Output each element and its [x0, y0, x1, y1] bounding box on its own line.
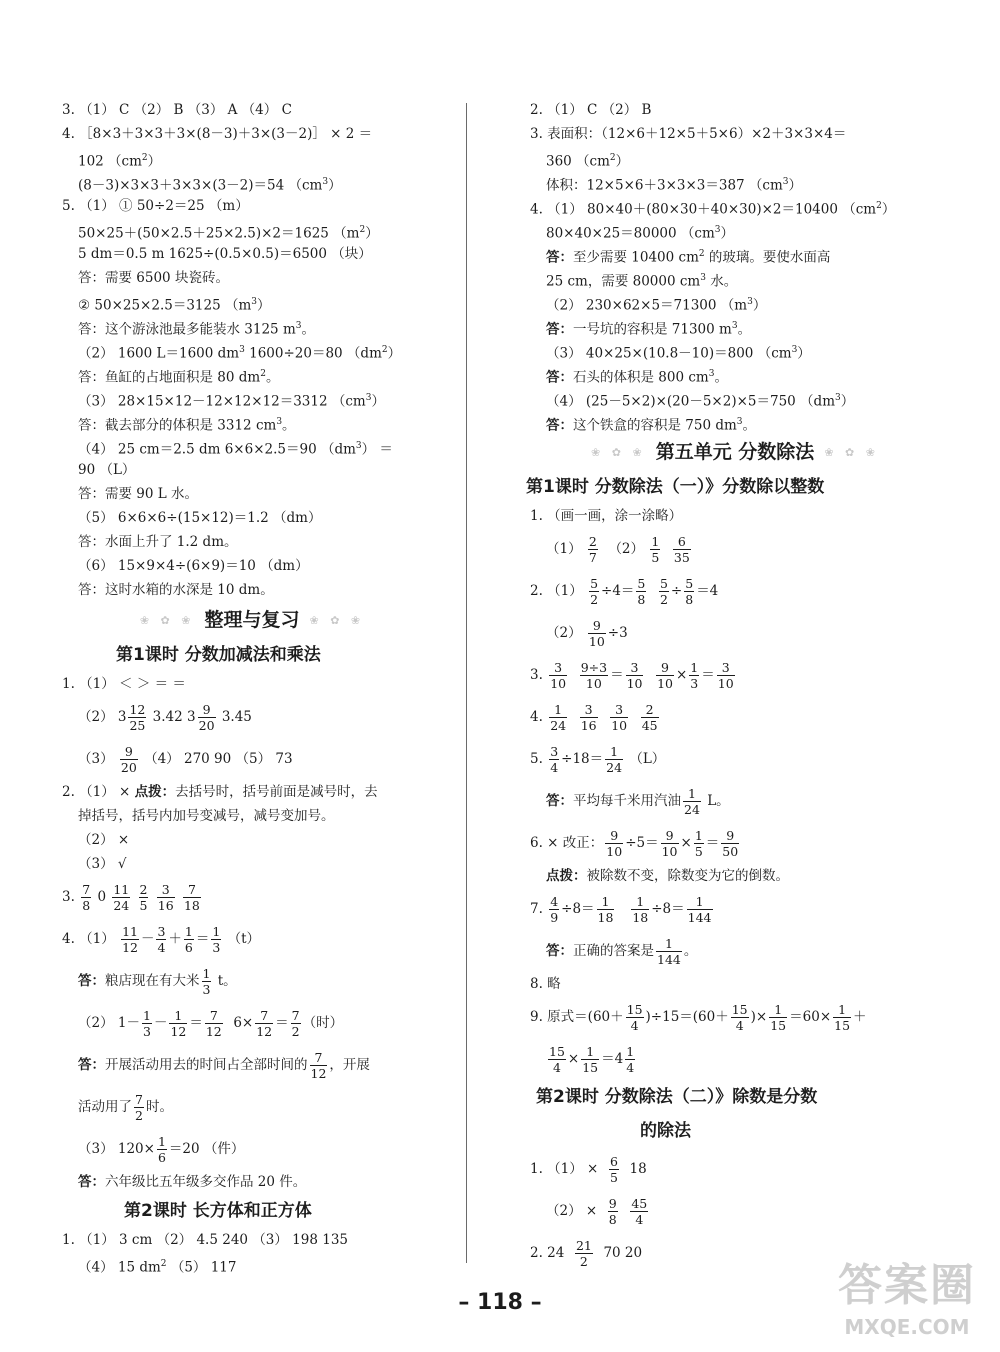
- answer-line: 9. 原式＝(60＋ $\frac{15}{4}$ )÷15＝(60＋ $\frac{15}{4}$ )× $\frac{1}{15}$ ＝60× $\frac{1}{15}$ ＋: [530, 1002, 867, 1033]
- fraction: $\frac{1}{3}$: [690, 660, 699, 691]
- fraction: $\frac{7}{12}$: [205, 1008, 222, 1039]
- answer-line: 答：一号坑的容积是 71300 $m^3$。: [546, 321, 752, 338]
- right-column: [526, 98, 940, 1274]
- fraction: $\frac{5}{2}$: [590, 576, 599, 607]
- answer-line: 5. $\frac{3}{4}$ ÷18＝ $\frac{1}{24}$ （L）: [530, 744, 666, 775]
- fraction: $\frac{1}{3}$: [142, 1008, 151, 1039]
- fraction: $\frac{15}{4}$: [731, 1002, 748, 1033]
- fraction: $\frac{15}{4}$: [549, 1044, 565, 1075]
- answer-text: 5.: [530, 751, 543, 767]
- fraction: $\frac{1}{24}$: [606, 744, 623, 775]
- answer-line: 102 $(cm^2)$: [78, 153, 162, 170]
- answer-line: [62, 960, 442, 1002]
- answer-line: （2） $\frac{9}{10}$ ÷3: [546, 618, 628, 649]
- fraction: $\frac{2}{7}$: [588, 534, 597, 565]
- answer-text: L。: [702, 793, 730, 809]
- left-column: [62, 98, 442, 1276]
- answer-line: [62, 1086, 442, 1128]
- fraction: $\frac{1}{12}$: [170, 1008, 187, 1039]
- answer-line: [530, 930, 940, 972]
- answer-text: （2）: [546, 625, 582, 641]
- fraction: $\frac{3}{16}$: [157, 882, 174, 913]
- answer-line: [62, 554, 442, 578]
- answer-label: 答：: [546, 417, 573, 434]
- answer-line: （2） 1－ $\frac{1}{3}$ － $\frac{1}{12}$ ＝ $\frac{7}{12}$ 6× $\frac{7}{12}$ ＝ $\frac{7}{2}$ （时）: [78, 1008, 344, 1039]
- answer-text: （1）: [546, 541, 582, 557]
- answer-line: ② 50×25×2.5＝3125 $(m^3)$: [78, 297, 271, 314]
- answer-label: 答：: [546, 793, 573, 809]
- answer-label: 答：: [546, 321, 573, 338]
- fraction: $\frac{2}{5}$: [139, 882, 148, 913]
- fraction: $\frac{11}{12}$: [122, 924, 138, 955]
- answer-text: (8－3)×3×3＋3×3×(3－2)＝54 （cm: [78, 177, 323, 194]
- fraction: $\frac{3}{10}$: [626, 660, 643, 691]
- answer-text: 被除数不变，除数变为它的倒数。: [586, 868, 789, 884]
- decoration-icon: ❀ ✿ ❀: [591, 445, 646, 459]
- unit-heading: [530, 434, 940, 470]
- decoration-icon: ❀ ✿ ❀: [309, 613, 365, 627]
- fraction: $\frac{21}{2}$: [575, 1238, 592, 1269]
- answer-text: 3.: [62, 889, 75, 905]
- fraction: $\frac{1}{18}$: [632, 894, 649, 925]
- answer-line: [530, 780, 940, 822]
- fraction: $\frac{1}{18}$: [597, 894, 614, 925]
- lesson-title: 第1课时 分数加减法和乘法: [116, 645, 321, 665]
- fraction: $\frac{4}{9}$: [550, 894, 559, 925]
- answer-text: 答：需要 6500 块瓷砖。: [78, 270, 229, 286]
- answer-label: 答：: [78, 1057, 105, 1073]
- answer-text: 80×40×25＝80000 （cm: [546, 225, 715, 242]
- answer-line: [62, 696, 442, 738]
- answer-text: 这个铁盒的容积是 750 dm: [573, 417, 737, 434]
- fraction: $\frac{3}{10}$: [611, 702, 628, 733]
- fraction: $\frac{11}{24}$: [113, 882, 130, 913]
- answer-text: 1. （1） ×: [530, 1161, 599, 1177]
- answer-text: （2） 230×62×5＝71300 （m: [546, 297, 748, 314]
- answer-text: 4. （1）: [62, 931, 115, 947]
- answer-line: 1. （1） × $\frac{6}{5}$ 18: [530, 1154, 647, 1185]
- answer-text: （L）: [629, 751, 666, 767]
- answer-line: 2. （1） $\frac{5}{2}$ ÷4＝ $\frac{5}{8}$ $\frac{5}{2}$ ÷ $\frac{5}{8}$ ＝4: [530, 576, 719, 607]
- fraction: $\frac{1}{144}$: [687, 894, 712, 925]
- unit-title: 第五单元 分数除法: [655, 441, 815, 463]
- answer-text: 1. （1） 3 cm （2） 4.5 240 （3） 198 135: [62, 1232, 348, 1248]
- fraction: $\frac{1}{6}$: [184, 924, 193, 955]
- answer-line: [62, 804, 442, 828]
- answer-text: 1. （1） ＜ ＞ ＝ ＝: [62, 676, 186, 692]
- answer-text: 0: [97, 889, 107, 905]
- fraction: $\frac{5}{8}$: [685, 576, 694, 607]
- answer-line: 4. （1） $\frac{11}{12}$ － $\frac{3}{4}$ ＋ $\frac{1}{6}$ ＝ $\frac{1}{3}$ （t）: [62, 924, 261, 955]
- answer-text: 3. （1） C （2） B （3） A （4） C: [62, 102, 292, 118]
- answer-line: 7. $\frac{4}{9}$ ÷8＝ $\frac{1}{18}$ $\frac{1}{18}$ ÷8＝ $\frac{1}{144}$: [530, 894, 712, 925]
- answer-text: 石头的体积是 800 cm: [573, 369, 709, 386]
- answer-line: [530, 122, 940, 146]
- fraction: $\frac{9\div 3}{10}$: [580, 660, 608, 691]
- answer-text: 9. 原式＝: [530, 1009, 588, 1025]
- fraction: $\frac{1}{15}$: [770, 1002, 787, 1033]
- answer-line: （2） 230×62×5＝71300 $(m^3)$: [546, 297, 767, 314]
- tip-label: 点拨：: [546, 868, 587, 884]
- answer-text: 2. （1） C （2） B: [530, 102, 652, 118]
- answer-text: 答：水面上升了 1.2 dm。: [78, 534, 238, 550]
- answer-text: 90 （L）: [78, 462, 136, 478]
- fraction: $\frac{3}{4}$: [157, 924, 166, 955]
- answer-line: [62, 876, 442, 918]
- answer-text: （4） (25－5×2)×(20－5×2)×5＝750 （dm: [546, 393, 835, 410]
- answer-text: （时）: [302, 1015, 344, 1031]
- fraction: $\frac{15}{4}$: [626, 1002, 643, 1033]
- answer-text: t。: [213, 973, 237, 989]
- answer-line: 25 cm，需要 80000 $cm^3$ 水。: [546, 273, 738, 290]
- fraction: $\frac{5}{8}$: [637, 576, 646, 607]
- fraction: $\frac{9}{10}$: [588, 618, 605, 649]
- fraction: $\frac{6}{35}$: [673, 534, 690, 565]
- answer-text: （3） √: [78, 856, 127, 872]
- answer-text: （4） 270 90 （5） 73: [144, 751, 293, 767]
- fraction: $\frac{1}{4}$: [626, 1044, 635, 1075]
- answer-text: （3） 120×: [78, 1141, 155, 1157]
- answer-text: ） ＝: [361, 441, 393, 458]
- answer-text: 3.: [530, 667, 543, 683]
- answer-line: 360 $(cm^2)$: [546, 153, 630, 170]
- answer-line: （4） (25－5×2)×(20－5×2)×5＝750 $(dm^3)$: [546, 393, 855, 410]
- fraction: $\frac{3}{4}$: [550, 744, 559, 775]
- answer-line: 答：鱼缸的占地面积是 80 $dm^2$。: [78, 369, 280, 386]
- lesson-title: 第1课时 分数除法（一）》分数除以整数: [526, 477, 825, 497]
- answer-text: 8. 略: [530, 976, 561, 992]
- section-title: 整理与复习: [204, 609, 300, 631]
- answer-line: [62, 242, 442, 266]
- answer-text: 2. （1） ×: [62, 784, 135, 800]
- answer-text: 70 20: [603, 1245, 643, 1261]
- answer-text: （3） 28×15×12－12×12×12＝3312 （cm: [78, 393, 366, 410]
- tip-label: 点拨：: [134, 784, 176, 800]
- answer-text: （5） 6×6×6÷(15×12)＝1.2 （dm）: [78, 510, 322, 526]
- answer-text: 1600÷20＝80 （dm: [244, 345, 382, 362]
- answer-line: 6. × 改正： $\frac{9}{10}$ ÷5＝ $\frac{9}{10}$ × $\frac{1}{5}$ ＝ $\frac{9}{50}$: [530, 828, 739, 859]
- answer-text: 1. （画一画，涂一涂略）: [530, 508, 683, 524]
- answer-line: [62, 458, 442, 482]
- fraction: $\frac{1}{3}$: [202, 966, 211, 997]
- answer-line: [62, 1170, 442, 1194]
- answer-line: （4） 15 $dm^2$ （5） 117: [78, 1259, 237, 1276]
- decoration-icon: ❀ ✿ ❀: [139, 613, 195, 627]
- answer-line: 3. $\frac{3}{10}$ $\frac{9\div 3}{10}$ ＝ $\frac{3}{10}$ $\frac{9}{10}$ × $\frac{1}{3}$ ＝ $\frac{3}{10}$: [530, 660, 734, 691]
- fraction: $\frac{3}{10}$: [717, 660, 734, 691]
- answer-line: [62, 738, 442, 780]
- answer-text: 3. 表面积：（12×6＋12×5＋5×6）×2＋3×3×4＝: [530, 126, 847, 142]
- answer-line: $\frac{15}{4}$ × $\frac{1}{15}$ ＝4 $\frac{1}{4}$: [549, 1044, 635, 1075]
- answer-text: 掉括号，括号内加号变减号，减号变加号。: [78, 808, 335, 824]
- answer-text: 5. （1） ① 50÷2＝25 （m）: [62, 198, 249, 214]
- answer-label: 答：: [546, 943, 573, 959]
- answer-text: （3）: [78, 751, 114, 767]
- answer-line: 答：石头的体积是 800 $cm^3$。: [546, 369, 728, 386]
- answer-text: 答：这时水箱的水深是 10 dm。: [78, 582, 274, 598]
- answer-line: [530, 864, 940, 888]
- answer-line: [62, 194, 442, 218]
- answer-line: (8－3)×3×3＋3×3×(3－2)＝54 $(cm^3)$: [78, 177, 342, 194]
- fraction: $\frac{3}{16}$: [580, 702, 597, 733]
- answer-text: 粮店现在有大米: [105, 973, 200, 989]
- page-number: – 118 –: [458, 1290, 542, 1315]
- answer-text: 。: [683, 943, 698, 959]
- answer-text: 5 dm＝0.5 m 1625÷(0.5×0.5)＝6500 （块）: [78, 246, 372, 262]
- fraction: $\frac{9}{50}$: [722, 828, 739, 859]
- watermark-logo: [832, 1258, 982, 1348]
- answer-text: 50×25＋(50×2.5＋25×2.5)×2＝1625 （m: [78, 225, 360, 242]
- answer-line: [530, 1190, 940, 1232]
- fraction: $\frac{7}{12}$: [310, 1050, 327, 1081]
- answer-text: （5） 117: [166, 1259, 237, 1276]
- answer-line: [62, 828, 442, 852]
- answer-line: [530, 504, 940, 528]
- fraction: $\frac{7}{2}$: [291, 1008, 300, 1039]
- answer-text: 平均每千米用汽油: [573, 793, 681, 809]
- answer-text: 4. ［8×3＋3×3＋3×(8－3)＋3×(3－2)］ × 2 ＝: [62, 126, 373, 142]
- answer-line: [62, 482, 442, 506]
- answer-text: 正确的答案是: [573, 943, 654, 959]
- answer-text: （3） 40×25×(10.8－10)＝800 （cm: [546, 345, 792, 362]
- answer-text: 6. × 改正：: [530, 835, 604, 851]
- lesson-title: 第2课时 长方体和正方体: [124, 1201, 312, 1221]
- fraction: $\frac{7}{2}$: [135, 1092, 143, 1123]
- lesson-title-cont: 的除法: [640, 1121, 691, 1141]
- answer-label: 答：: [78, 973, 105, 989]
- answer-text: 25 cm，需要 80000 cm: [546, 273, 701, 290]
- section-heading: [62, 602, 442, 638]
- answer-line: （3） 28×15×12－12×12×12＝3312 $(cm^3)$: [78, 393, 385, 410]
- answer-text: （2） 3: [78, 709, 127, 725]
- answer-line: [62, 1228, 442, 1252]
- fraction: $\frac{1}{5}$: [694, 828, 703, 859]
- answer-text: 答：需要 90 L 水。: [78, 486, 199, 502]
- fraction: $\frac{7}{12}$: [256, 1008, 273, 1039]
- answer-line: （3） 40×25×(10.8－10)＝800 $(cm^3)$: [546, 345, 811, 362]
- answer-text: 六年级比五年级多交作品 20 件。: [105, 1174, 307, 1190]
- answer-text: 7.: [530, 901, 543, 917]
- fraction: $\frac{9}{8}$: [608, 1196, 617, 1227]
- answer-line: [530, 528, 940, 570]
- answer-label: 答：: [546, 369, 573, 386]
- answer-line: [62, 266, 442, 290]
- answer-line: [62, 506, 442, 530]
- answer-line: 体积：12×5×6＋3×3×3＝387 $(cm^3)$: [546, 177, 803, 194]
- answer-label: 答：: [78, 1174, 105, 1190]
- fraction: $\frac{1}{6}$: [157, 1134, 166, 1165]
- answer-text: 体积：12×5×6＋3×3×3＝387 （cm: [546, 177, 783, 194]
- fraction: $\frac{1}{3}$: [212, 924, 221, 955]
- answer-text: 答：这个游泳池最多能装水 3125 m: [78, 321, 296, 338]
- fraction: $\frac{9}{10}$: [661, 828, 678, 859]
- fraction: $\frac{1}{24}$: [684, 786, 700, 817]
- answer-line: [62, 98, 442, 122]
- answer-text: 开展活动用去的时间占全部时间的: [105, 1057, 308, 1073]
- answer-text: 答：截去部分的体积是 3312 cm: [78, 417, 277, 434]
- fraction: $\frac{9}{20}$: [198, 702, 215, 733]
- fraction: $\frac{3}{10}$: [550, 660, 567, 691]
- fraction: $\frac{7}{8}$: [82, 882, 91, 913]
- fraction: $\frac{12}{25}$: [129, 702, 146, 733]
- answer-line: [530, 972, 940, 996]
- answer-text: 时。: [145, 1099, 173, 1115]
- fraction: $\frac{1}{5}$: [651, 534, 660, 565]
- answer-text: （2） ×: [78, 832, 130, 848]
- answer-text: 至少需要 10400 cm: [573, 249, 699, 266]
- answer-text: 2. （1）: [530, 583, 583, 599]
- watermark-url: MXQE.COM: [844, 1315, 970, 1339]
- answer-line: [62, 530, 442, 554]
- answer-text: （t）: [227, 931, 261, 947]
- fraction: $\frac{1}{15}$: [834, 1002, 851, 1033]
- answer-line: （2） 1600 L＝1600 $dm^3$ 1600÷20＝80 $(dm^2)$: [78, 345, 402, 362]
- column-divider: [466, 103, 467, 1263]
- answer-line: （4） 25 cm＝2.5 dm 6×6×2.5＝90 $(dm^3)$ ＝: [78, 441, 393, 458]
- fraction: $\frac{5}{2}$: [659, 576, 668, 607]
- answer-text: （2） 1600 L＝1600 dm: [78, 345, 240, 362]
- answer-line: [62, 1044, 442, 1086]
- answer-label: 答：: [546, 249, 573, 266]
- answer-text: （4） 15 dm: [78, 1259, 161, 1276]
- answer-text: 的玻璃。要使水面高: [704, 249, 831, 266]
- answer-text: 4. （1） 80×40＋(80×30＋40×30)×2＝10400 （cm: [530, 201, 877, 218]
- watermark-text: 答案圈: [838, 1260, 976, 1311]
- answer-text: 360 （cm: [546, 153, 610, 170]
- fraction: $\frac{9}{20}$: [120, 744, 137, 775]
- answer-line: [530, 696, 940, 738]
- answer-text: （6） 15×9×4÷(6×9)＝10 （dm）: [78, 558, 309, 574]
- answer-line: [62, 852, 442, 876]
- answer-line: [62, 780, 442, 804]
- answer-line: [62, 578, 442, 602]
- fraction: $\frac{45}{4}$: [631, 1196, 648, 1227]
- answer-text: 3.42 3: [148, 709, 196, 725]
- answer-text: 活动用了: [78, 1099, 132, 1115]
- answer-text: 3.45: [217, 709, 252, 725]
- fraction: $\frac{9}{10}$: [606, 828, 623, 859]
- answer-line: 4. （1） 80×40＋(80×30＋40×30)×2＝10400 $(cm^2)$: [530, 201, 896, 218]
- answer-line: [530, 98, 940, 122]
- answer-text: （2）: [608, 541, 645, 557]
- answer-text: 102 （cm: [78, 153, 142, 170]
- fraction: $\frac{1}{144}$: [657, 936, 681, 967]
- answer-text: 一号坑的容积是 71300 m: [573, 321, 732, 338]
- fraction: $\frac{1}{15}$: [582, 1044, 599, 1075]
- answer-line: 答：这个游泳池最多能装水 3125 $m^3$。: [78, 321, 315, 338]
- answer-text: （4） 25 cm＝2.5 dm 6×6×2.5＝90 （dm: [78, 441, 356, 458]
- answer-text: 答：鱼缸的占地面积是 80 dm: [78, 369, 261, 386]
- answer-text: 水。: [705, 273, 738, 290]
- answer-text: ，开展: [329, 1057, 370, 1073]
- answer-line: [62, 122, 442, 146]
- answer-text: 去括号时，括号前面是减号时，去: [175, 784, 378, 800]
- answer-text: ＝20 （件）: [168, 1141, 245, 1157]
- answer-line: [62, 672, 442, 696]
- answer-line: [62, 1128, 442, 1170]
- answer-text: 4.: [530, 709, 543, 725]
- lesson-title: 第2课时 分数除法（二）》除数是分数: [536, 1087, 818, 1107]
- fraction: $\frac{6}{5}$: [609, 1154, 618, 1185]
- answer-line: 答：至少需要 10400 $cm^2$ 的玻璃。要使水面高: [546, 249, 831, 266]
- answer-line: 答：截去部分的体积是 3312 $cm^3$。: [78, 417, 296, 434]
- fraction: $\frac{9}{10}$: [657, 660, 673, 691]
- answer-text: ② 50×25×2.5＝3125 （m: [78, 297, 252, 314]
- fraction: $\frac{2}{45}$: [641, 702, 658, 733]
- fraction: $\frac{1}{24}$: [550, 702, 567, 733]
- decoration-icon: ❀ ✿ ❀: [824, 445, 879, 459]
- answer-line: 答：这个铁盒的容积是 750 $dm^3$。: [546, 417, 757, 434]
- answer-line: 50×25＋(50×2.5＋25×2.5)×2＝1625 $(m^2)$: [78, 225, 379, 242]
- answer-text: （2） 1－: [78, 1015, 140, 1031]
- answer-line: 80×40×25＝80000 $(cm^3)$: [546, 225, 734, 242]
- answer-text: （2） ×: [546, 1203, 598, 1219]
- fraction: $\frac{7}{18}$: [183, 882, 200, 913]
- answer-text: 2. 24: [530, 1245, 565, 1261]
